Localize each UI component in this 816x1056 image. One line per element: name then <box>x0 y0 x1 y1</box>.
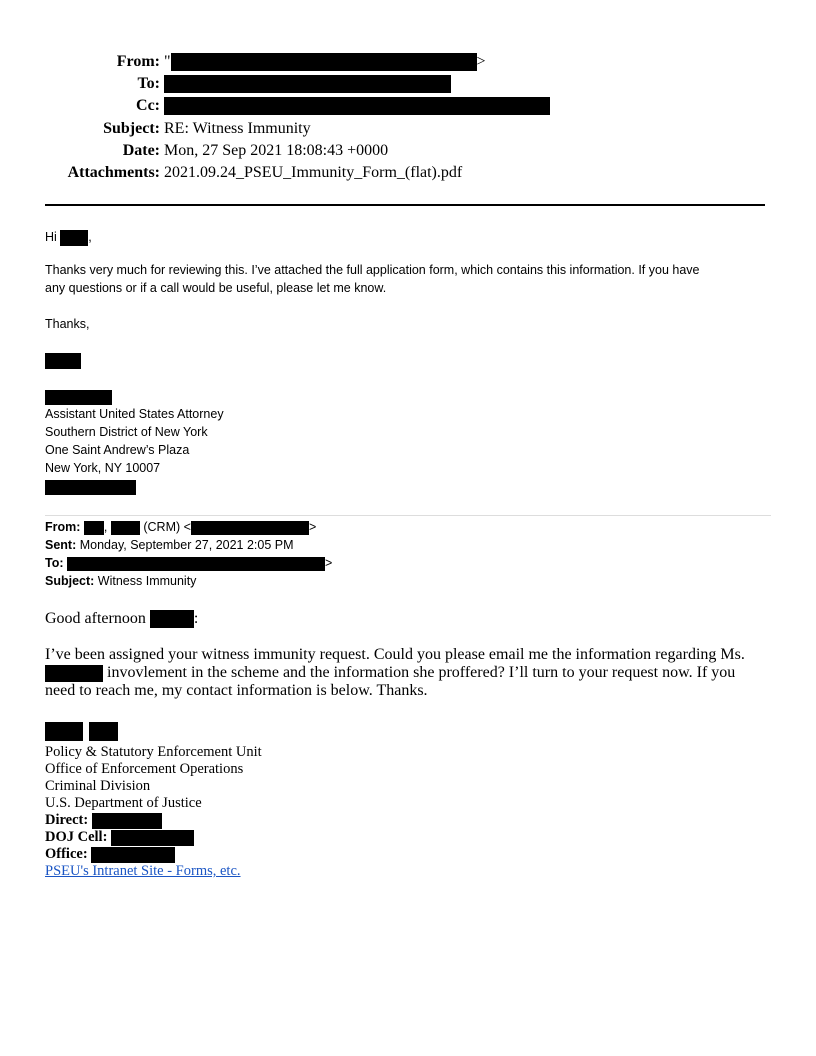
redaction <box>45 353 81 369</box>
cell-label: DOJ Cell: <box>45 829 108 845</box>
attachment-link[interactable]: 2021.09.24_PSEU_Immunity_Form_(flat).pdf <box>164 164 463 181</box>
from-label: From: <box>45 520 81 534</box>
body-line: any questions or if a call would be useful, please let me know. <box>45 281 387 295</box>
signature-line: U.S. Department of Justice <box>45 795 202 811</box>
sent-label: Sent: <box>45 538 77 552</box>
to-label: To: <box>137 75 160 92</box>
from-label: From: <box>116 53 160 70</box>
redaction <box>89 722 118 741</box>
header-cc-row <box>0 95 816 117</box>
header-divider <box>45 204 765 206</box>
redaction <box>45 480 136 495</box>
quoted-subject-row <box>45 572 332 590</box>
cc-label: Cc: <box>136 97 160 114</box>
attachments-label: Attachments: <box>67 164 160 181</box>
greeting-text: Good afternoon <box>45 610 146 627</box>
office-row <box>45 846 262 863</box>
quoted-sent-row <box>45 536 332 554</box>
quoted-to-row <box>45 554 332 572</box>
to-label: To: <box>45 556 64 570</box>
header-from-row <box>0 51 816 73</box>
signature-line: Southern District of New York <box>45 425 208 439</box>
quoted-from-row <box>45 518 332 536</box>
cell-row <box>45 829 262 846</box>
pseu-intranet-link[interactable]: PSEU's Intranet Site - Forms, etc. <box>45 863 241 879</box>
redaction <box>45 390 112 405</box>
from-crm: (CRM) < <box>143 520 191 534</box>
body-line: need to reach me, my contact information is below. Thanks. <box>45 682 428 699</box>
redaction <box>60 230 88 246</box>
from-comma: , <box>103 520 108 534</box>
reply-body <box>45 261 775 297</box>
redaction <box>45 665 103 682</box>
reply-greeting <box>45 228 92 246</box>
date-value: Mon, 27 Sep 2021 18:08:43 +0000 <box>164 142 389 159</box>
office-label: Office: <box>45 846 88 862</box>
header-date-row <box>0 140 816 162</box>
signature-line: Policy & Statutory Enforcement Unit <box>45 744 262 760</box>
subject-value: Witness Immunity <box>97 574 197 588</box>
reply-closing: Thanks, <box>45 317 90 331</box>
signature-line: New York, NY 10007 <box>45 461 161 475</box>
greeting-text: Hi <box>45 230 57 244</box>
redaction <box>191 521 309 535</box>
date-label: Date: <box>122 142 160 159</box>
redaction <box>92 813 162 829</box>
signature-line: One Saint Andrew’s Plaza <box>45 443 190 457</box>
reply-signature <box>45 405 224 477</box>
greeting-colon: : <box>193 610 199 627</box>
signature-line: Assistant United States Attorney <box>45 407 224 421</box>
from-quote: " <box>164 53 171 70</box>
direct-row <box>45 812 262 829</box>
to-bracket: > <box>325 556 333 570</box>
header-subject-row <box>0 118 816 140</box>
body-text: invovlement in the scheme and the information she proffered? I’ll turn to your request now. If you <box>107 664 736 681</box>
redaction <box>164 75 451 93</box>
redaction <box>111 830 194 846</box>
greeting-comma: , <box>88 230 92 244</box>
redaction <box>150 610 194 628</box>
redaction <box>91 847 175 863</box>
signature-line: Criminal Division <box>45 778 151 794</box>
redaction <box>84 521 104 535</box>
from-bracket: > <box>476 53 486 70</box>
quoted-greeting <box>45 610 198 628</box>
redaction <box>111 521 140 535</box>
redaction <box>171 53 477 71</box>
sent-value: Monday, September 27, 2021 2:05 PM <box>79 538 294 552</box>
subject-label: Subject: <box>103 120 160 137</box>
signature-line: Office of Enforcement Operations <box>45 761 244 777</box>
from-bracket: > <box>308 520 317 534</box>
quoted-header <box>45 518 332 590</box>
direct-label: Direct: <box>45 812 89 828</box>
subject-label: Subject: <box>45 574 95 588</box>
redaction <box>164 97 550 115</box>
subject-value: RE: Witness Immunity <box>164 120 311 137</box>
quoted-divider <box>45 515 771 516</box>
body-line: I’ve been assigned your witness immunity request. Could you please email me the information regarding Ms. <box>45 646 745 663</box>
body-line <box>45 664 785 682</box>
header-attachments-row <box>0 162 816 184</box>
body-line: Thanks very much for reviewing this. I’ve attached the full application form, which contains this information. If you have <box>45 263 700 277</box>
redaction <box>67 557 325 571</box>
quoted-body <box>45 646 785 700</box>
header-to-row <box>0 73 816 95</box>
quoted-signature <box>45 744 262 880</box>
redaction <box>45 722 83 741</box>
